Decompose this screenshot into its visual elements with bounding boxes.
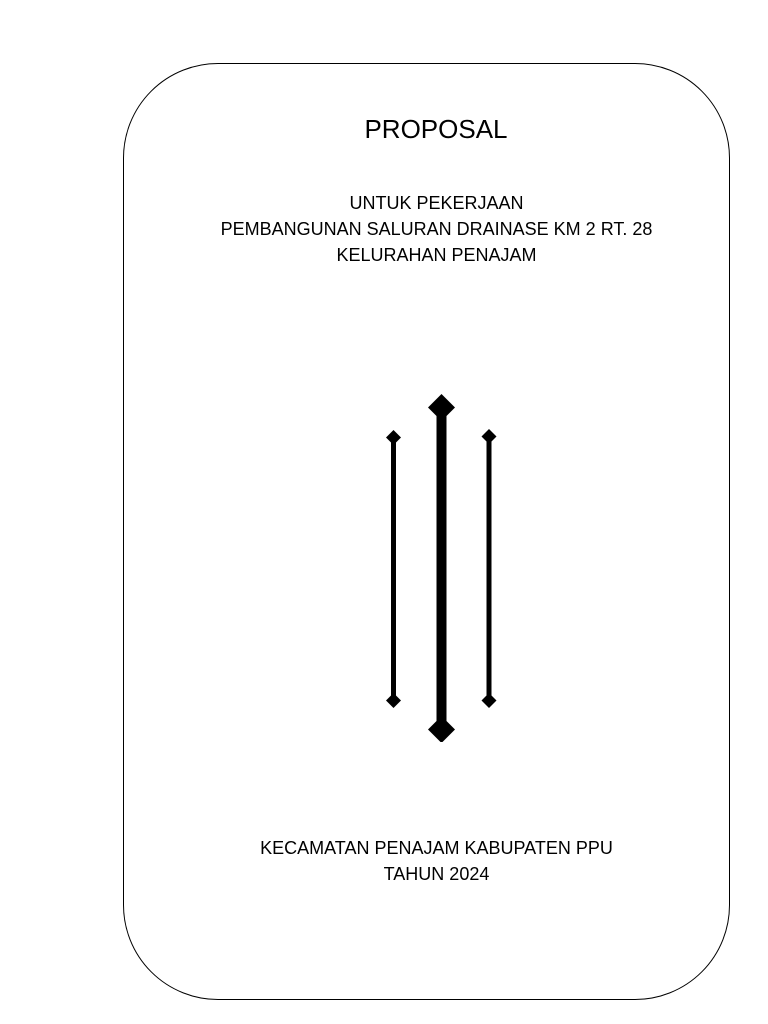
- subtitle-line-1: UNTUK PEKERJAAN: [349, 193, 524, 213]
- ornament-right-bar: [482, 429, 497, 708]
- document-subtitle: [123, 190, 750, 268]
- ornament-icon: [380, 392, 500, 742]
- document-title: PROPOSAL: [364, 114, 508, 144]
- footer-line-1: KECAMATAN PENAJAM KABUPATEN PPU: [260, 838, 613, 858]
- ornament-center-bar: [428, 394, 455, 742]
- document-footer: [123, 835, 750, 887]
- footer-line-2: TAHUN 2024: [383, 864, 490, 884]
- subtitle-line-3: KELURAHAN PENAJAM: [336, 245, 537, 265]
- subtitle-line-2: PEMBANGUNAN SALURAN DRAINASE KM 2 RT. 28: [220, 219, 653, 239]
- ornament-left-bar: [386, 430, 401, 708]
